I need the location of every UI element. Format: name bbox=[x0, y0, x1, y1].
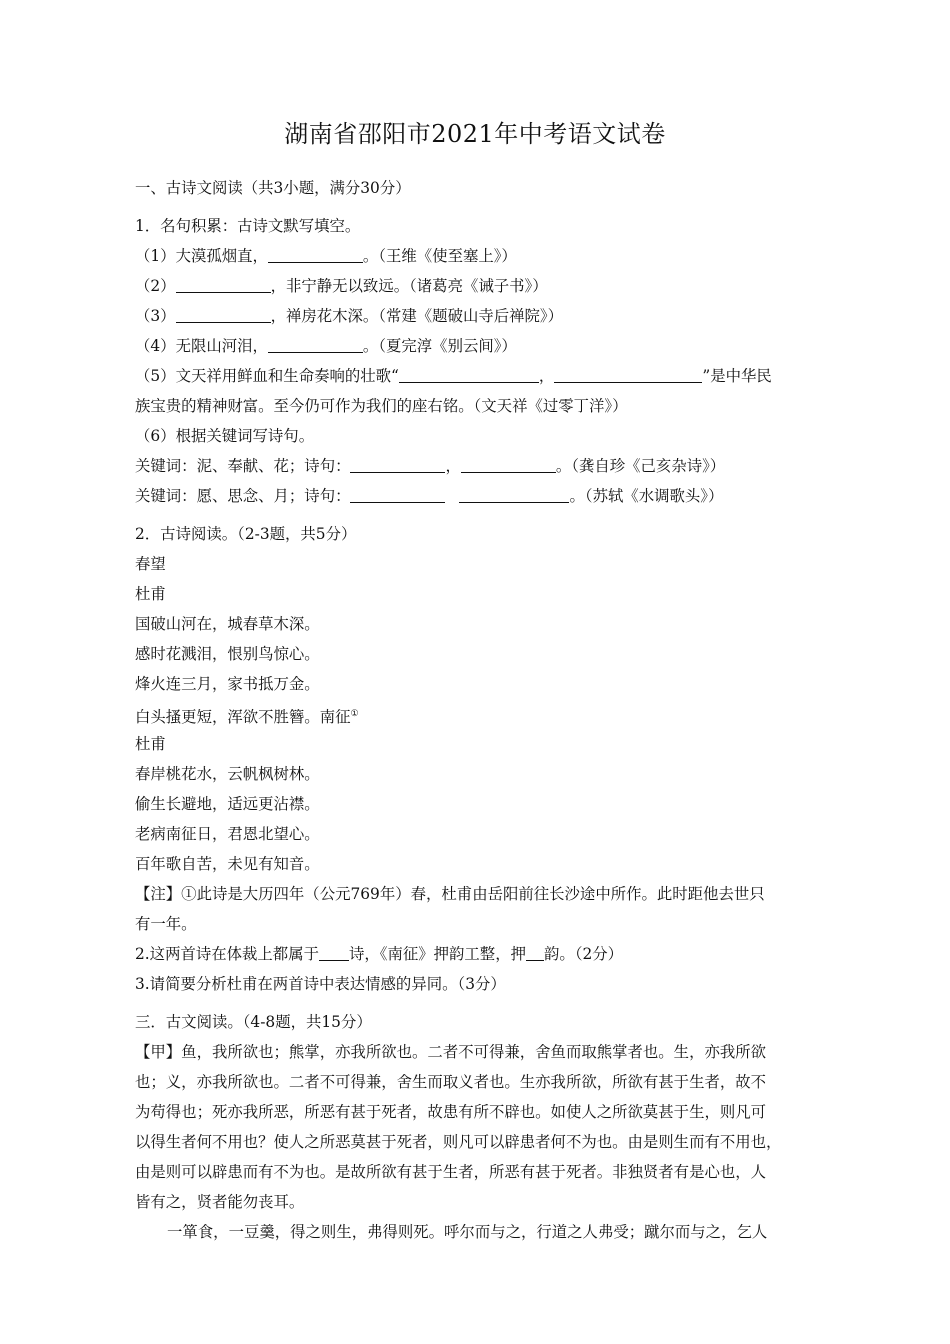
q1-item-3: （3） ，禅房花木深。（常建《题破山寺后禅院》） bbox=[135, 307, 563, 325]
q2-sub2: 2.这两首诗在体裁上都属于 诗，《南征》押韵工整，押 韵。（2分） bbox=[135, 945, 624, 963]
annotation-line: 有一年。 bbox=[135, 915, 197, 933]
poem2-author: 杜甫 bbox=[135, 735, 166, 753]
poem2-line: 春岸桃花水，云帆枫树林。 bbox=[135, 765, 320, 783]
passage-line: 也；义，亦我所欲也。二者不可得兼，舍生而取义者也。生亦我所欲，所欲有甚于生者，故不 bbox=[135, 1073, 767, 1091]
passage-line: 为苟得也；死亦我所恶，所恶有甚于死者，故患有所不辟也。如使人之所欲莫甚于生，则凡可 bbox=[135, 1103, 767, 1121]
poem1-line: 烽火连三月，家书抵万金。 bbox=[135, 675, 320, 693]
section3-heading: 三．古文阅读。（4-8题，共15分） bbox=[135, 1013, 372, 1031]
poem1-title: 春望 bbox=[135, 555, 166, 573]
answer-blank bbox=[176, 277, 271, 293]
q1-prompt: 1．名句积累：古诗文默写填空。 bbox=[135, 217, 361, 235]
passage-line: 以得生者何不用也？使人之所恶莫甚于死者，则凡可以辟患者何不为也。由是则生而有不用也， bbox=[135, 1133, 782, 1151]
keyword-line-1: 关键词：泥、奉献、花；诗句： ， 。（龚自珍《己亥杂诗》） bbox=[135, 457, 726, 475]
poem1-line: 国破山河在，城春草木深。 bbox=[135, 615, 320, 633]
footnote-mark: ① bbox=[350, 709, 359, 719]
passage-line: 皆有之，贤者能勿丧耳。 bbox=[135, 1193, 305, 1211]
passage-line: 由是则可以辟患而有不为也。是故所欲有甚于生者，所恶有甚于死者。非独贤者有是心也，人 bbox=[135, 1163, 767, 1181]
poem1-author: 杜甫 bbox=[135, 585, 166, 603]
poem1-last-line: 白头搔更短，浑欲不胜簪。南征① bbox=[135, 708, 359, 726]
answer-blank bbox=[350, 457, 445, 473]
answer-blank bbox=[176, 307, 271, 323]
answer-blank bbox=[526, 945, 544, 961]
q1-item-4: （4）无限山河泪， 。（夏完淳《别云间》） bbox=[135, 337, 517, 355]
answer-blank bbox=[461, 457, 556, 473]
q2-sub3: 3.请简要分析杜甫在两首诗中表达情感的异同。（3分） bbox=[135, 975, 506, 993]
answer-blank bbox=[350, 487, 445, 503]
poem2-line: 偷生长避地，适远更沾襟。 bbox=[135, 795, 320, 813]
answer-blank bbox=[459, 487, 569, 503]
answer-blank bbox=[399, 367, 539, 383]
section1-heading: 一、古诗文阅读（共3小题，满分30分） bbox=[135, 179, 411, 197]
answer-blank bbox=[268, 247, 363, 263]
answer-blank bbox=[268, 337, 363, 353]
page-title: 湖南省邵阳市2021年中考语文试卷 bbox=[284, 120, 666, 148]
poem2-line: 老病南征日，君恩北望心。 bbox=[135, 825, 320, 843]
q1-item-6: （6）根据关键词写诗句。 bbox=[135, 427, 315, 445]
poem1-line: 感时花溅泪，恨别鸟惊心。 bbox=[135, 645, 320, 663]
q1-item-5-continued: 族宝贵的精神财富。至今仍可作为我们的座右铭。（文天祥《过零丁洋》） bbox=[135, 397, 628, 415]
passage-line-indented: 一箪食，一豆羹，得之则生，弗得则死。呼尔而与之，行道之人弗受；蹴尔而与之，乞人 bbox=[167, 1223, 768, 1241]
q1-item-5: （5）文天祥用鲜血和生命奏响的壮歌“ ， ”是中华民 bbox=[135, 367, 772, 385]
answer-blank bbox=[554, 367, 702, 383]
passage-line: 【甲】鱼，我所欲也；熊掌，亦我所欲也。二者不可得兼，舍鱼而取熊掌者也。生，亦我所欲 bbox=[135, 1043, 767, 1061]
q1-item-1: （1）大漠孤烟直， 。（王维《使至塞上》） bbox=[135, 247, 517, 265]
answer-blank bbox=[319, 945, 349, 961]
annotation-line: 【注】①此诗是大历四年（公元769年）春，杜甫由岳阳前往长沙途中所作。此时距他去世只 bbox=[135, 885, 765, 903]
q2-prompt: 2．古诗阅读。（2-3题，共5分） bbox=[135, 525, 357, 543]
poem2-line: 百年歌自苦，未见有知音。 bbox=[135, 855, 320, 873]
keyword-line-2: 关键词：愿、思念、月；诗句： 。（苏轼《水调歌头》） bbox=[135, 487, 724, 505]
q1-item-2: （2） ，非宁静无以致远。（诸葛亮《诫子书》） bbox=[135, 277, 548, 295]
